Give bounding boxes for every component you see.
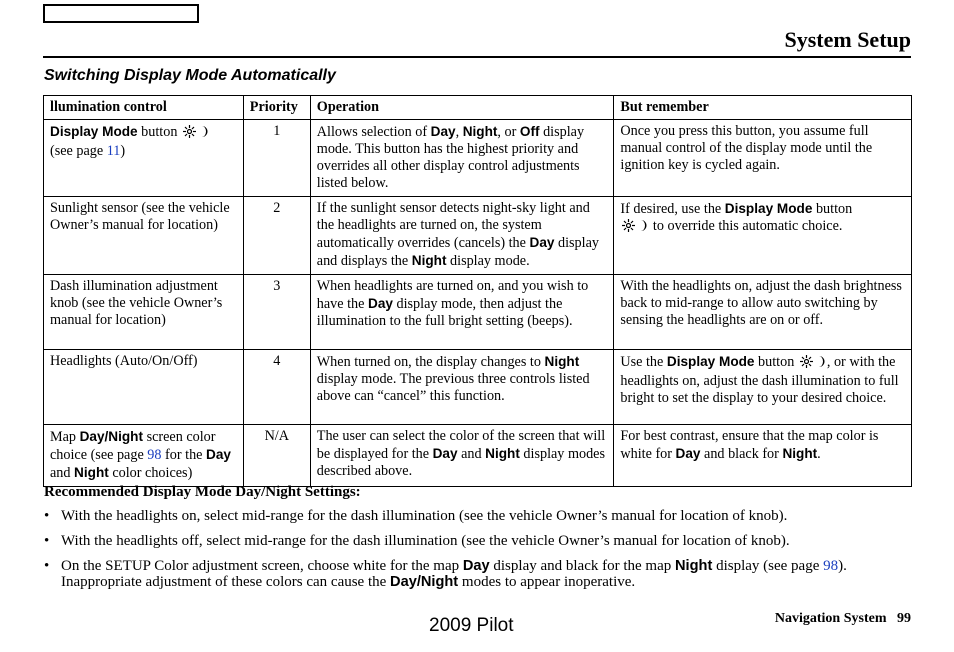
recommended-list: [44, 508, 904, 599]
table-cell: Map Day/Night screen color choice (see page 98 for the Day and Night color choices): [44, 425, 244, 487]
table-row: [44, 275, 912, 350]
page-link[interactable]: 11: [106, 143, 121, 159]
table-row: [44, 425, 912, 487]
footer-section-label: Navigation System: [774, 611, 887, 626]
page-number: 99: [897, 611, 911, 626]
column-header: llumination control: [44, 96, 244, 120]
recommended-heading: Recommended Display Mode Day/Night Settings:: [44, 484, 361, 500]
priority-cell: 2: [243, 197, 310, 275]
display-mode-table: [43, 95, 912, 487]
list-item: • With the headlights on, select mid-range for the dash illumination (see the vehicle Owner’s manual for location of knob).: [44, 508, 904, 524]
table-header-row: [44, 96, 912, 120]
table-cell: With the headlights on, adjust the dash brightness back to mid-range to allow auto switching by sensing the headlights are on or off.: [614, 275, 912, 350]
list-item: • On the SETUP Color adjustment screen, choose white for the map Day display and black for the map Night display (see page 98). Inappropriate adjustment of these colors can cause the Day/Night modes to appear inoperative.: [44, 558, 904, 590]
table-cell: Dash illumination adjustment knob (see the vehicle Owner’s manual for location): [44, 275, 244, 350]
column-header: But remember: [614, 96, 912, 120]
list-item: • With the headlights off, select mid-range for the dash illumination (see the vehicle Owner’s manual for location of knob).: [44, 533, 904, 549]
sun-icon: [181, 125, 198, 143]
table-cell: Allows selection of Day, Night, or Off display mode. This button has the highest priority and overrides all other display control adjustments listed below.: [310, 120, 614, 197]
table-row: [44, 120, 912, 197]
table-cell: If desired, use the Display Mode button to override this automatic choice.: [614, 197, 912, 275]
footer-section: [775, 611, 911, 627]
sun-icon: [620, 219, 637, 237]
priority-cell: 3: [243, 275, 310, 350]
table-row: [44, 350, 912, 425]
page-title: System Setup: [784, 27, 911, 52]
vehicle-model: 2009 Pilot: [429, 615, 514, 636]
priority-cell: 1: [243, 120, 310, 197]
table-cell: For best contrast, ensure that the map color is white for Day and black for Night.: [614, 425, 912, 487]
table-cell: Headlights (Auto/On/Off): [44, 350, 244, 425]
table-cell: When headlights are turned on, and you wish to have the Day display mode, then adjust the illumination to the full bright setting (beeps).: [310, 275, 614, 350]
page-link[interactable]: 98: [147, 447, 162, 463]
table-cell: Display Mode button (see page 11): [44, 120, 244, 197]
table-cell: When turned on, the display changes to Night display mode. The previous three controls listed above can “cancel” this function.: [310, 350, 614, 425]
table-cell: Sunlight sensor (see the vehicle Owner’s manual for location): [44, 197, 244, 275]
moon-icon: [815, 355, 827, 373]
table-cell: If the sunlight sensor detects night-sky light and the headlights are turned on, the system automatically overrides (cancels) the Day display and displays the Night display mode.: [310, 197, 614, 275]
priority-cell: N/A: [243, 425, 310, 487]
table-cell: Use the Display Mode button , or with the headlights on, adjust the dash illumination to full bright to set the display to your desired choice.: [614, 350, 912, 425]
header-rule: [43, 56, 911, 58]
display-mode-label: Display Mode: [50, 124, 138, 139]
table-row: [44, 197, 912, 275]
table-cell: Once you press this button, you assume full manual control of the display mode until the ignition key is cycled again.: [614, 120, 912, 197]
column-header: Operation: [310, 96, 614, 120]
moon-icon: [637, 219, 649, 237]
column-header: Priority: [243, 96, 310, 120]
priority-cell: 4: [243, 350, 310, 425]
section-subtitle: Switching Display Mode Automatically: [44, 67, 336, 84]
header-box: [43, 4, 199, 23]
page-link[interactable]: 98: [823, 558, 839, 574]
table-cell: The user can select the color of the screen that will be displayed for the Day and Night display modes described above.: [310, 425, 614, 487]
moon-icon: [198, 125, 210, 143]
sun-icon: [798, 355, 815, 373]
